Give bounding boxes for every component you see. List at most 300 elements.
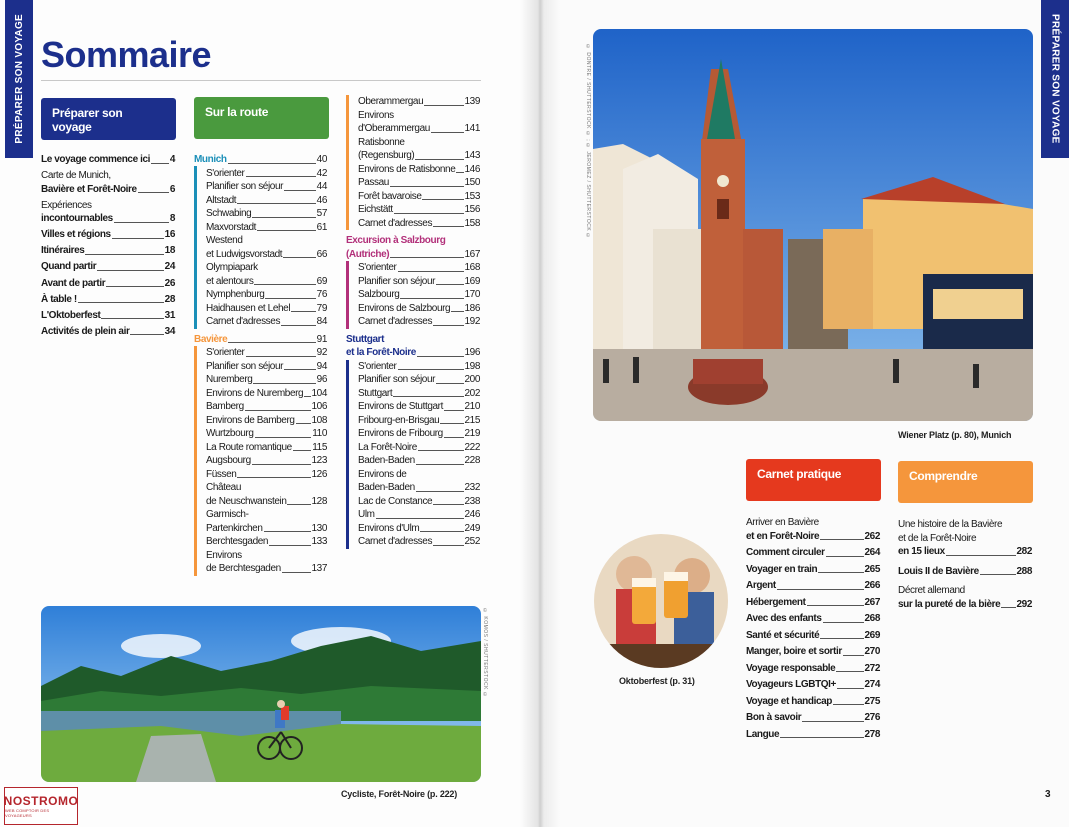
toc-entry[interactable] (41, 309, 175, 323)
book-spine-shadow (520, 0, 560, 827)
toc-entry[interactable] (746, 662, 880, 676)
leader-dots (151, 163, 169, 164)
toc-entry-label: Oberammergau (358, 96, 424, 107)
section-title-page: 167 (464, 248, 480, 260)
leader-dots (836, 671, 863, 672)
leader-dots (282, 572, 311, 573)
leader-dots (138, 192, 169, 193)
leader-dots (246, 176, 316, 177)
section-color-bar (194, 166, 197, 329)
toc-entry-line: Décret allemand (898, 585, 965, 596)
toc-entry-page: 228 (464, 455, 480, 466)
toc-entry-label: Forêt bavaroise (358, 190, 422, 202)
toc-entry[interactable] (41, 325, 175, 339)
section-color-bar (346, 95, 349, 230)
toc-entry-label: et en Forêt-Noire (746, 530, 820, 542)
toc-entry-page: 272 (864, 662, 880, 674)
toc-column-comprendre (898, 518, 1032, 617)
photo-cycliste (41, 606, 481, 782)
toc-entry-label: (Regensburg) (358, 150, 415, 161)
toc-entry-page: 133 (311, 536, 327, 547)
toc-entry-label: Baden-Baden (358, 482, 415, 493)
toc-entry-page: 156 (464, 204, 480, 215)
toc-entry-page: 44 (316, 181, 327, 192)
toc-column-sur-la-route (194, 153, 327, 580)
toc-entry[interactable] (206, 468, 327, 482)
toc-entry-label: S'orienter (206, 347, 245, 358)
toc-entry[interactable] (358, 275, 480, 289)
leader-dots (802, 721, 863, 722)
toc-entry-page: 266 (864, 580, 880, 591)
toc-entry-label: Stuttgart (358, 387, 393, 399)
section-title-entry[interactable] (346, 248, 480, 262)
toc-entry-page: 115 (312, 441, 327, 453)
leader-dots (417, 356, 464, 357)
toc-entry-page: 137 (311, 563, 327, 574)
section-color-bar (194, 346, 197, 576)
toc-entry-label: S'orienter (358, 360, 397, 372)
leader-dots (444, 437, 464, 438)
toc-entry[interactable] (206, 373, 327, 387)
toc-entry-page: 104 (311, 387, 327, 399)
toc-entry[interactable] (358, 481, 480, 495)
toc-entry[interactable] (206, 221, 327, 235)
toc-entry[interactable] (41, 260, 175, 274)
leader-dots (252, 217, 315, 218)
toc-entry[interactable] (41, 228, 175, 242)
toc-entry-label: Berchtesgaden (206, 536, 269, 547)
toc-entry[interactable] (898, 598, 1032, 612)
leader-dots (433, 325, 463, 326)
toc-column-continued (346, 95, 480, 553)
toc-entry[interactable] (206, 562, 327, 576)
leader-dots (393, 396, 463, 397)
toc-entry-line: Carte de Munich, (41, 170, 111, 182)
section-title-entry[interactable] (346, 346, 480, 360)
toc-entry[interactable] (358, 163, 480, 177)
toc-entry-page: 143 (464, 150, 480, 161)
toc-entry-label: Voyager en train (746, 563, 818, 575)
toc-entry[interactable] (898, 565, 1032, 579)
toc-entry-page: 153 (464, 190, 480, 202)
toc-entry-label: Le voyage commence ici (41, 154, 151, 165)
toc-entry[interactable] (358, 508, 480, 522)
toc-entry[interactable] (41, 183, 175, 197)
section-title-page: 40 (316, 154, 327, 165)
leader-dots (433, 504, 463, 505)
leader-dots (265, 298, 315, 299)
toc-entry-label: Partenkirchen (206, 522, 263, 534)
toc-entry-page: 265 (864, 563, 880, 575)
leader-dots (415, 159, 463, 160)
toc-entry-page: 219 (464, 428, 480, 439)
toc-entry-page: 26 (164, 277, 175, 289)
toc-entry-page: 24 (164, 261, 175, 273)
leader-dots (394, 213, 464, 214)
toc-entry-label: Avec des enfants (746, 613, 822, 624)
toc-entry-page: 34 (164, 325, 175, 337)
toc-entry-line: Garmisch- (206, 509, 249, 520)
section-box-comprendre: Comprendre (898, 461, 1033, 503)
toc-entry[interactable] (206, 454, 327, 468)
toc-entry[interactable] (358, 454, 480, 468)
toc-entry[interactable] (746, 678, 880, 692)
leader-dots (101, 318, 163, 319)
leader-dots (252, 464, 311, 465)
leader-dots (281, 325, 316, 326)
logo-tagline: WEB COMPTOIR DES VOYAGEURS (5, 808, 50, 818)
toc-entry-page: 249 (464, 522, 480, 534)
toc-entry-page: 267 (864, 596, 880, 608)
toc-entry[interactable] (206, 427, 327, 441)
toc-entry[interactable] (206, 167, 327, 181)
oktoberfest-illustration (594, 534, 728, 668)
toc-entry[interactable] (358, 535, 480, 549)
toc-entry-page: 186 (464, 302, 480, 314)
leader-dots (78, 302, 164, 303)
toc-entry-label: Environs de Nuremberg (206, 387, 304, 399)
toc-entry[interactable] (746, 546, 880, 560)
toc-entry-label: Itinéraires (41, 245, 85, 257)
leader-dots (807, 605, 864, 606)
toc-entry[interactable] (41, 244, 175, 258)
leader-dots (820, 539, 863, 540)
section-box-preparer: Préparer son voyage (41, 98, 176, 140)
section-title-entry[interactable] (194, 333, 327, 347)
toc-entry[interactable] (358, 302, 480, 316)
toc-entry[interactable] (206, 315, 327, 329)
leader-dots (843, 655, 864, 656)
toc-entry[interactable] (358, 261, 480, 275)
toc-entry-label: Nymphenburg (206, 289, 265, 300)
leader-dots (376, 518, 464, 519)
toc-entry[interactable] (206, 180, 327, 194)
toc-entry[interactable] (206, 194, 327, 208)
toc-entry-line: Environs (358, 109, 394, 121)
toc-entry[interactable] (206, 207, 327, 221)
leader-dots (416, 464, 464, 465)
toc-entry-page: 128 (311, 495, 327, 507)
toc-entry-page: 16 (164, 229, 175, 241)
leader-dots (823, 622, 864, 623)
toc-entry-page: 192 (464, 316, 480, 327)
toc-entry-page: 292 (1016, 598, 1032, 610)
toc-entry-label: Langue (746, 728, 780, 740)
toc-entry[interactable] (41, 277, 175, 291)
wiener-platz-illustration (593, 29, 1033, 421)
toc-entry[interactable] (358, 495, 480, 509)
toc-entry-page: 210 (464, 401, 480, 412)
cycliste-illustration (41, 606, 481, 782)
toc-entry-page: 200 (464, 374, 480, 385)
toc-entry-line: Environs (206, 549, 242, 561)
section-box-sur-la-route: Sur la route (194, 97, 329, 139)
toc-entry[interactable] (898, 545, 1032, 559)
toc-entry-label: et alentours (206, 275, 254, 287)
toc-entry-label: Planifier son séjour (358, 374, 436, 385)
leader-dots (418, 450, 464, 451)
leader-dots (780, 737, 863, 738)
toc-entry[interactable] (206, 535, 327, 549)
photo-wiener-platz (593, 29, 1033, 421)
side-tab-label: PRÉPARER SON VOYAGE (1049, 14, 1061, 144)
toc-entry-label: Schwabing (206, 208, 252, 219)
toc-entry[interactable] (746, 711, 880, 725)
title-divider (41, 80, 481, 81)
toc-entry-label: Planifier son séjour (206, 360, 284, 372)
toc-entry-page: 79 (316, 302, 327, 314)
toc-entry-page: 238 (464, 495, 480, 507)
caption-oktoberfest: Oktoberfest (p. 31) (619, 676, 695, 686)
toc-entry[interactable] (746, 695, 880, 709)
leader-dots (114, 222, 169, 223)
section-color-bar (346, 261, 349, 329)
toc-entry-page: 108 (311, 414, 327, 426)
toc-entry[interactable] (358, 441, 480, 455)
toc-entry-label: Altstadt (206, 194, 237, 206)
section-title-label: Bavière (194, 333, 228, 345)
toc-entry[interactable] (746, 645, 880, 659)
leader-dots (287, 504, 310, 505)
toc-entry-label: À table ! (41, 293, 77, 305)
toc-entry-line: Environs de (358, 468, 407, 480)
section-title-entry[interactable] (194, 153, 327, 167)
toc-entry[interactable] (746, 629, 880, 643)
page-number: 3 (1045, 789, 1051, 800)
toc-entry-page: 168 (464, 262, 480, 273)
leader-dots (980, 574, 1016, 575)
toc-entry-label: Voyage responsable (746, 662, 836, 674)
leader-dots (293, 450, 311, 451)
leader-dots (246, 356, 316, 357)
leader-dots (433, 545, 463, 546)
leader-dots (826, 556, 864, 557)
section-title: Excursion à Salzbourg (346, 235, 446, 246)
leader-dots (284, 369, 316, 370)
toc-column-carnet-pratique (746, 516, 880, 744)
toc-entry-label: Lac de Constance (358, 495, 433, 507)
toc-entry[interactable] (206, 495, 327, 509)
section-title: Stuttgart (346, 333, 385, 345)
leader-dots (390, 186, 464, 187)
caption-cycliste: Cycliste, Forêt-Noire (p. 222) (341, 789, 458, 799)
leader-dots (451, 311, 463, 312)
toc-entry[interactable] (358, 414, 480, 428)
toc-entry-page: 42 (316, 167, 327, 179)
toc-entry-line: et de la Forêt-Noire (898, 532, 977, 544)
toc-entry[interactable] (206, 275, 327, 289)
toc-entry[interactable] (206, 302, 327, 316)
toc-section (346, 234, 480, 329)
toc-entry-page: 275 (864, 695, 880, 707)
toc-entry-label: Passau (358, 177, 389, 188)
toc-entry[interactable] (358, 203, 480, 217)
toc-entry[interactable] (358, 149, 480, 163)
logo-name: NOSTROMO (3, 794, 79, 808)
toc-entry-page: 146 (464, 163, 480, 175)
toc-entry[interactable] (206, 360, 327, 374)
toc-entry-label: incontournables (41, 213, 113, 225)
toc-entry-label: La Forêt-Noire (358, 441, 417, 453)
toc-entry-page: 18 (164, 245, 175, 257)
toc-entry-line: Olympiapark (206, 262, 258, 273)
leader-dots (398, 271, 464, 272)
leader-dots (833, 704, 864, 705)
leader-dots (424, 105, 463, 106)
toc-entry-label: et Ludwigsvorstadt (206, 248, 283, 260)
toc-entry-label: Environs de Fribourg (358, 428, 443, 439)
toc-entry-label: de Neuschwanstein (206, 495, 287, 507)
toc-entry-line: Une histoire de la Bavière (898, 519, 1003, 530)
toc-entry[interactable] (206, 387, 327, 401)
toc-entry-page: 270 (864, 646, 880, 657)
leader-dots (237, 203, 316, 204)
toc-entry[interactable] (41, 212, 175, 226)
leader-dots (820, 638, 863, 639)
toc-entry[interactable] (206, 414, 327, 428)
side-tab-label: PRÉPARER SON VOYAGE (13, 14, 25, 144)
toc-entry-label: Environs de Ratisbonne (358, 163, 456, 175)
leader-dots (436, 284, 463, 285)
leader-dots (837, 688, 864, 689)
toc-entry[interactable] (206, 346, 327, 360)
toc-entry-label: Carnet d'adresses (358, 217, 433, 229)
toc-entry[interactable] (358, 217, 480, 231)
leader-dots (254, 284, 315, 285)
leader-dots (1001, 607, 1015, 608)
leader-dots (946, 555, 1016, 556)
leader-dots (456, 172, 463, 173)
leader-dots (777, 589, 864, 590)
toc-entry-label: Carnet d'adresses (206, 316, 281, 327)
section-title-label: et la Forêt-Noire (346, 347, 416, 358)
leader-dots (112, 238, 164, 239)
toc-entry-page: 282 (1016, 546, 1032, 557)
toc-entry-label: de Berchtesgaden (206, 563, 281, 574)
toc-entry[interactable] (358, 288, 480, 302)
toc-entry-label: Planifier son séjour (206, 181, 284, 192)
toc-entry-line: Westend (206, 235, 243, 246)
toc-entry-label: Nuremberg (206, 374, 253, 385)
toc-entry-page: 202 (464, 387, 480, 399)
toc-entry-label: Environs de Bamberg (206, 414, 295, 426)
toc-entry[interactable] (746, 530, 880, 544)
toc-entry[interactable] (206, 288, 327, 302)
toc-entry-label: Quand partir (41, 261, 97, 273)
toc-entry[interactable] (358, 122, 480, 136)
leader-dots (818, 572, 863, 573)
toc-entry[interactable] (746, 579, 880, 593)
leader-dots (130, 334, 163, 335)
toc-entry-page: 198 (464, 360, 480, 372)
toc-entry[interactable] (746, 612, 880, 626)
toc-entry-page: 268 (864, 613, 880, 624)
toc-entry-page: 252 (464, 536, 480, 547)
toc-entry-label: Eichstätt (358, 204, 393, 215)
toc-entry-label: d'Oberammergau (358, 123, 430, 134)
toc-entry-label: Environs de Salzbourg (358, 302, 451, 314)
toc-entry[interactable] (358, 190, 480, 204)
toc-entry-label: Füssen (206, 468, 237, 480)
leader-dots (257, 230, 316, 231)
toc-entry-page: 46 (316, 194, 327, 206)
toc-entry[interactable] (358, 522, 480, 536)
leader-dots (245, 410, 311, 411)
toc-entry-label: S'orienter (206, 167, 245, 179)
leader-dots (253, 383, 315, 384)
toc-entry[interactable] (358, 427, 480, 441)
toc-entry-page: 94 (316, 360, 327, 372)
section-title-label: (Autriche) (346, 248, 390, 260)
toc-entry-label: Voyage et handicap (746, 695, 832, 707)
toc-entry-label: Comment circuler (746, 547, 825, 558)
toc-entry-label: Activités de plein air (41, 325, 130, 337)
toc-entry[interactable] (358, 400, 480, 414)
toc-entry[interactable] (358, 373, 480, 387)
toc-entry[interactable] (358, 387, 480, 401)
photo-oktoberfest (594, 534, 728, 668)
toc-entry[interactable] (358, 176, 480, 190)
toc-entry[interactable] (746, 728, 880, 742)
leader-dots (440, 423, 463, 424)
toc-entry[interactable] (206, 400, 327, 414)
toc-entry[interactable] (358, 95, 480, 109)
toc-entry-page: 96 (316, 374, 327, 385)
toc-entry-label: Maxvorstadt (206, 221, 257, 233)
toc-entry-page: 169 (464, 275, 480, 287)
leader-dots (296, 423, 311, 424)
page-title: Sommaire (41, 34, 212, 75)
toc-entry-page: 61 (316, 221, 327, 233)
toc-entry-label: Carnet d'adresses (358, 316, 433, 327)
leader-dots (291, 311, 316, 312)
toc-entry[interactable] (746, 563, 880, 577)
toc-entry-page: 110 (312, 428, 327, 439)
toc-entry[interactable] (41, 293, 175, 307)
toc-entry-label: sur la pureté de la bière (898, 598, 1001, 610)
toc-entry-page: 288 (1016, 565, 1032, 577)
side-tab-right (1041, 0, 1069, 158)
toc-entry-label: Environs de Stuttgart (358, 401, 443, 412)
toc-entry[interactable] (358, 360, 480, 374)
toc-entry-page: 84 (316, 316, 327, 327)
toc-entry-label: Ulm (358, 509, 375, 520)
toc-entry-label: Haidhausen et Lehel (206, 302, 291, 314)
toc-entry[interactable] (41, 153, 175, 167)
toc-entry-label: L'Oktoberfest (41, 309, 101, 321)
toc-entry[interactable] (358, 315, 480, 329)
leader-dots (431, 132, 464, 133)
leader-dots (228, 342, 315, 343)
toc-entry-label: Bavière et Forêt-Noire (41, 183, 137, 195)
toc-entry-page: 139 (464, 96, 480, 107)
toc-entry-line: Expériences (41, 199, 92, 211)
toc-entry[interactable] (746, 596, 880, 610)
leader-dots (284, 190, 316, 191)
toc-entry-line: Château (206, 482, 242, 493)
toc-entry[interactable] (206, 248, 327, 262)
toc-entry[interactable] (206, 441, 327, 455)
toc-entry-label: Voyageurs LGBTQI+ (746, 679, 836, 690)
toc-entry[interactable] (206, 522, 327, 536)
credit-wiener: © DONTRE / SHUTTERSTOCK © ; © JEROMEZ / SHUTTERSTOCK © (585, 44, 591, 240)
toc-entry-label: Villes et régions (41, 229, 111, 241)
toc-entry-label: La Route romantique (206, 441, 292, 453)
leader-dots (400, 298, 463, 299)
toc-entry-label: en 15 lieux (898, 546, 945, 557)
caption-wiener: Wiener Platz (p. 80), Munich (898, 430, 1012, 440)
toc-entry-page: 246 (464, 509, 480, 520)
